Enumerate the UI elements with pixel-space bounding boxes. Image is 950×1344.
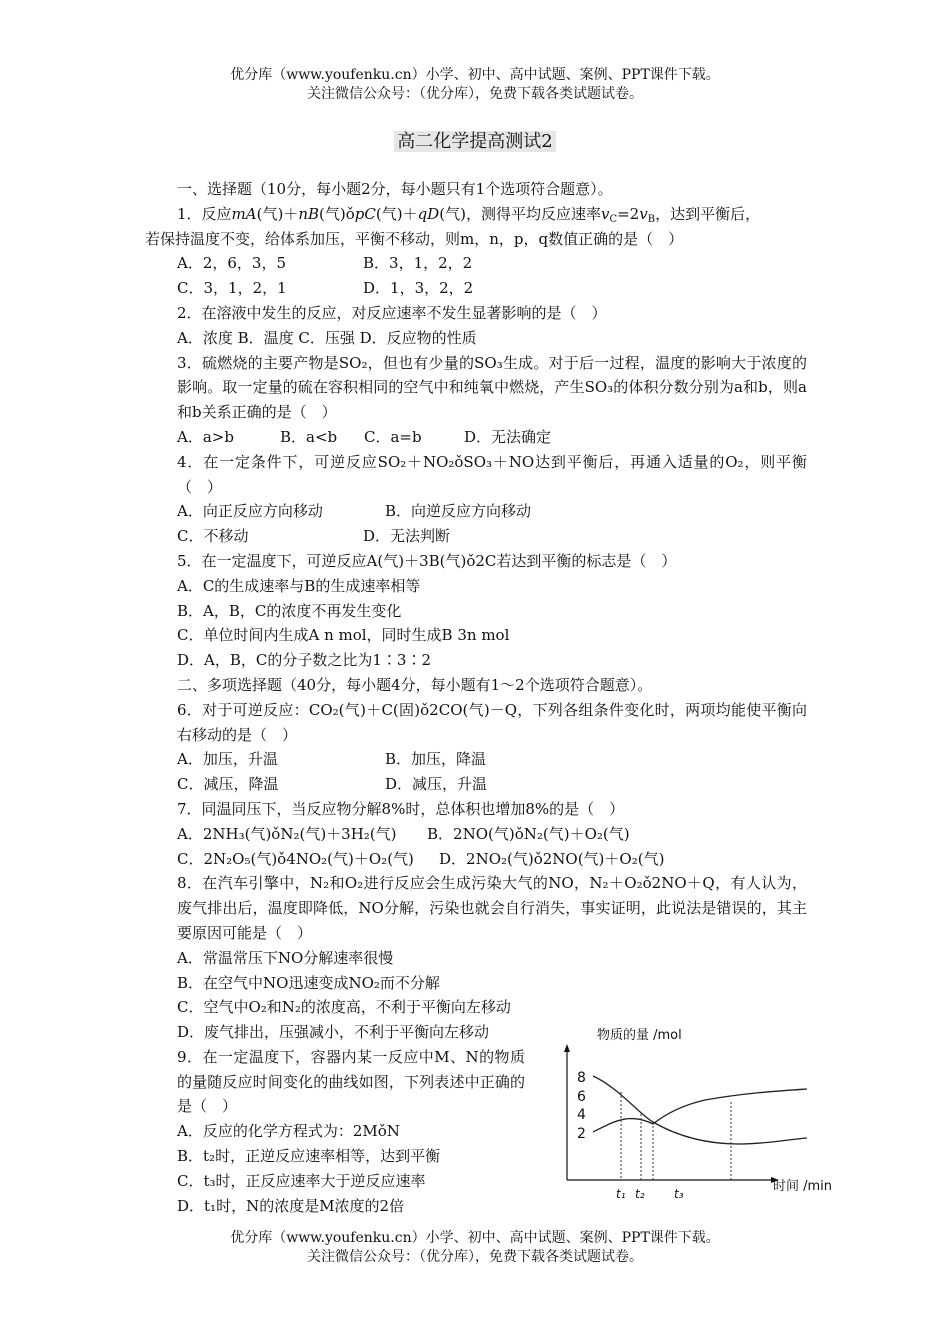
- question-9-stem: 9．在一定温度下，容器内某一反应中M、N的物质的量随反应时间变化的曲线如图，下列表述中正确的是（ ）: [177, 1047, 525, 1116]
- q9-option-a[interactable]: A．反应的化学方程式为：2MǒN: [177, 1122, 400, 1141]
- q6-option-a[interactable]: A．加压，升温: [177, 750, 278, 769]
- question-2-stem: 2．在溶液中发生的反应，对反应速率不发生显著影响的是（ ）: [177, 303, 607, 322]
- graph-curve-decreasing: [593, 1076, 807, 1144]
- q3-option-c[interactable]: C．a=b: [364, 427, 422, 446]
- q1-stem-c: ，达到平衡后，: [655, 204, 761, 223]
- q4-option-c[interactable]: C．不移动: [177, 527, 249, 546]
- q8-option-a[interactable]: A．常温常压下NO分解速率很慢: [177, 948, 394, 967]
- page-header: [0, 66, 950, 104]
- question-4-stem: 4．在一定条件下，可逆反应SO₂＋NO₂ǒSO₃＋NO达到平衡后，再通入适量的O₂，则平衡（ ）: [177, 452, 807, 496]
- header-line-1: 优分库（www.youfenku.cn）小学、初中、高中试题、案例、PPT课件下载。: [230, 67, 720, 83]
- section-2-heading: 二、多项选择题（40分，每小题4分，每小题有1～2个选项符合题意）。: [177, 675, 653, 694]
- q9-option-b[interactable]: B．t₂时，正逆反应速率相等，达到平衡: [177, 1147, 441, 1166]
- q5-option-a[interactable]: A．C的生成速率与B的生成速率相等: [177, 576, 421, 595]
- question-7-stem: 7．同温同压下，当反应物分解8%时，总体积也增加8%的是（ ）: [177, 799, 625, 818]
- q7-option-d[interactable]: D．2NO₂(气)ǒ2NO(气)＋O₂(气): [439, 849, 665, 868]
- question-1-options-row-2: [145, 276, 807, 301]
- question-6-stem: 6．对于可逆反应：CO₂(气)＋C(固)ǒ2CO(气)－Q，下列各组条件变化时，两项均能使平衡向右移动的是（ ）: [177, 700, 807, 744]
- q7-option-a[interactable]: A．2NH₃(气)ǒN₂(气)＋3H₂(气): [177, 824, 397, 843]
- graph-curve-increasing: [593, 1089, 807, 1132]
- q9-option-c[interactable]: C．t₃时，正反应速率大于逆反应速率: [177, 1171, 426, 1190]
- q3-option-a[interactable]: A．a>b: [177, 427, 234, 446]
- page-title: [0, 127, 950, 153]
- graph-ytick-2: 2: [577, 1126, 586, 1142]
- header-line-2: 关注微信公众号：（优分库），免费下载各类试题试卷。: [307, 86, 643, 102]
- q6-option-c[interactable]: C．减压，降温: [177, 775, 279, 794]
- q5-option-b[interactable]: B．A，B，C的浓度不再发生变化: [177, 601, 402, 620]
- question-6-options-row-1: [145, 747, 807, 772]
- q4-option-a[interactable]: A．向正反应方向移动: [177, 502, 323, 521]
- question-4-options-row-2: [145, 524, 807, 549]
- graph-xtick-t3: t₃: [674, 1187, 684, 1201]
- q7-option-c[interactable]: C．2N₂O₅(气)ǒ4NO₂(气)＋O₂(气): [177, 849, 414, 868]
- question-5-stem: 5．在一定温度下，可逆反应A(气)＋3B(气)ǒ2C若达到平衡的标志是（ ）: [177, 551, 677, 570]
- q6-option-b[interactable]: B．加压，降温: [385, 750, 487, 769]
- question-7-options-row-1: [145, 822, 807, 847]
- question-1-options-row-1: [145, 251, 807, 276]
- q8-option-b[interactable]: B．在空气中NO迅速变成NO₂而不分解: [177, 973, 440, 992]
- q8-option-c[interactable]: C．空气中O₂和N₂的浓度高，不利于平衡向左移动: [177, 998, 511, 1017]
- footer-line-1: 优分库（www.youfenku.cn）小学、初中、高中试题、案例、PPT课件下载。: [230, 1230, 720, 1246]
- q4-option-d[interactable]: D．无法判断: [363, 527, 451, 546]
- q7-option-b[interactable]: B．2NO(气)ǒN₂(气)＋O₂(气): [427, 824, 630, 843]
- question-7-options-row-2: [145, 847, 807, 872]
- q1-option-c[interactable]: C．3，1，2，1: [177, 279, 287, 298]
- page-title-text: 高二化学提高测试2: [394, 131, 555, 152]
- graph-y-arrow: [564, 1044, 570, 1052]
- q9-graph: [555, 1020, 845, 1210]
- q3-option-b[interactable]: B．a<b: [280, 427, 338, 446]
- question-1-line-2: 若保持温度不变，给体系加压，平衡不移动，则m，n，p，q数值正确的是（ ）: [145, 229, 684, 248]
- q4-option-b[interactable]: B．向逆反应方向移动: [385, 502, 532, 521]
- question-2-options[interactable]: A．浓度 B．温度 C．压强 D．反应物的性质: [177, 328, 477, 347]
- graph-ytick-8: 8: [577, 1070, 586, 1086]
- graph-ytick-6: 6: [577, 1089, 586, 1105]
- q3-option-d[interactable]: D．无法确定: [464, 427, 552, 446]
- question-1-line-1: 1．反应mA(气)＋nB(气)ǒpC(气)＋qD(气)，测得平均反应速率$v_C=2v_B$，达到平衡后，: [177, 204, 761, 225]
- q6-option-d[interactable]: D．减压，升温: [385, 775, 488, 794]
- q1-stem-a: 1．反应: [177, 204, 232, 223]
- q5-option-c[interactable]: C．单位时间内生成A n mol，同时生成B 3n mol: [177, 626, 510, 645]
- question-6-options-row-2: [145, 772, 807, 797]
- q1-option-b[interactable]: B．3，1，2，2: [363, 254, 473, 273]
- question-3-options: [145, 425, 807, 450]
- q1-option-d[interactable]: D．1，3，2，2: [363, 279, 474, 298]
- question-8-stem: 8．在汽车引擎中，N₂和O₂进行反应会生成污染大气的NO，N₂＋O₂ǒ2NO＋Q，有人认为，废气排出后，温度即降低，NO分解，污染也就会自行消失，事实证明，此说法是错误的，其主要原因可能是（ ）: [177, 874, 807, 942]
- graph-xlabel: 时间 /min: [773, 1179, 833, 1194]
- q8-option-d[interactable]: D．废气排出，压强减小，不利于平衡向左移动: [177, 1023, 490, 1042]
- q9-option-d[interactable]: D．t₁时，N的浓度是M浓度的2倍: [177, 1196, 405, 1215]
- graph-ylabel: 物质的量 /mol: [597, 1028, 682, 1043]
- graph-xtick-t1: t₁: [616, 1187, 626, 1201]
- footer-line-2: 关注微信公众号：（优分库），免费下载各类试题试卷。: [307, 1249, 643, 1265]
- q1-stem-b: ，测得平均反应速率: [465, 204, 601, 223]
- question-4-options-row-1: [145, 499, 807, 524]
- q1-option-a[interactable]: A．2，6，3，5: [177, 254, 287, 273]
- section-1-heading: 一、选择题（10分，每小题2分，每小题只有1个选项符合题意）。: [177, 180, 613, 198]
- graph-xtick-t2: t₂: [635, 1187, 645, 1201]
- q5-option-d[interactable]: D．A，B，C的分子数之比为1∶3∶2: [177, 651, 431, 670]
- question-3-stem: 3．硫燃烧的主要产物是SO₂，但也有少量的SO₃生成。对于后一过程，温度的影响大于浓度的影响。取一定量的硫在容积相同的空气中和纯氧中燃烧，产生SO₃的体积分数分别为a和b，则a和b关系正确的是（ ）: [177, 353, 807, 422]
- graph-ytick-4: 4: [577, 1107, 586, 1123]
- page-footer: [0, 1229, 950, 1267]
